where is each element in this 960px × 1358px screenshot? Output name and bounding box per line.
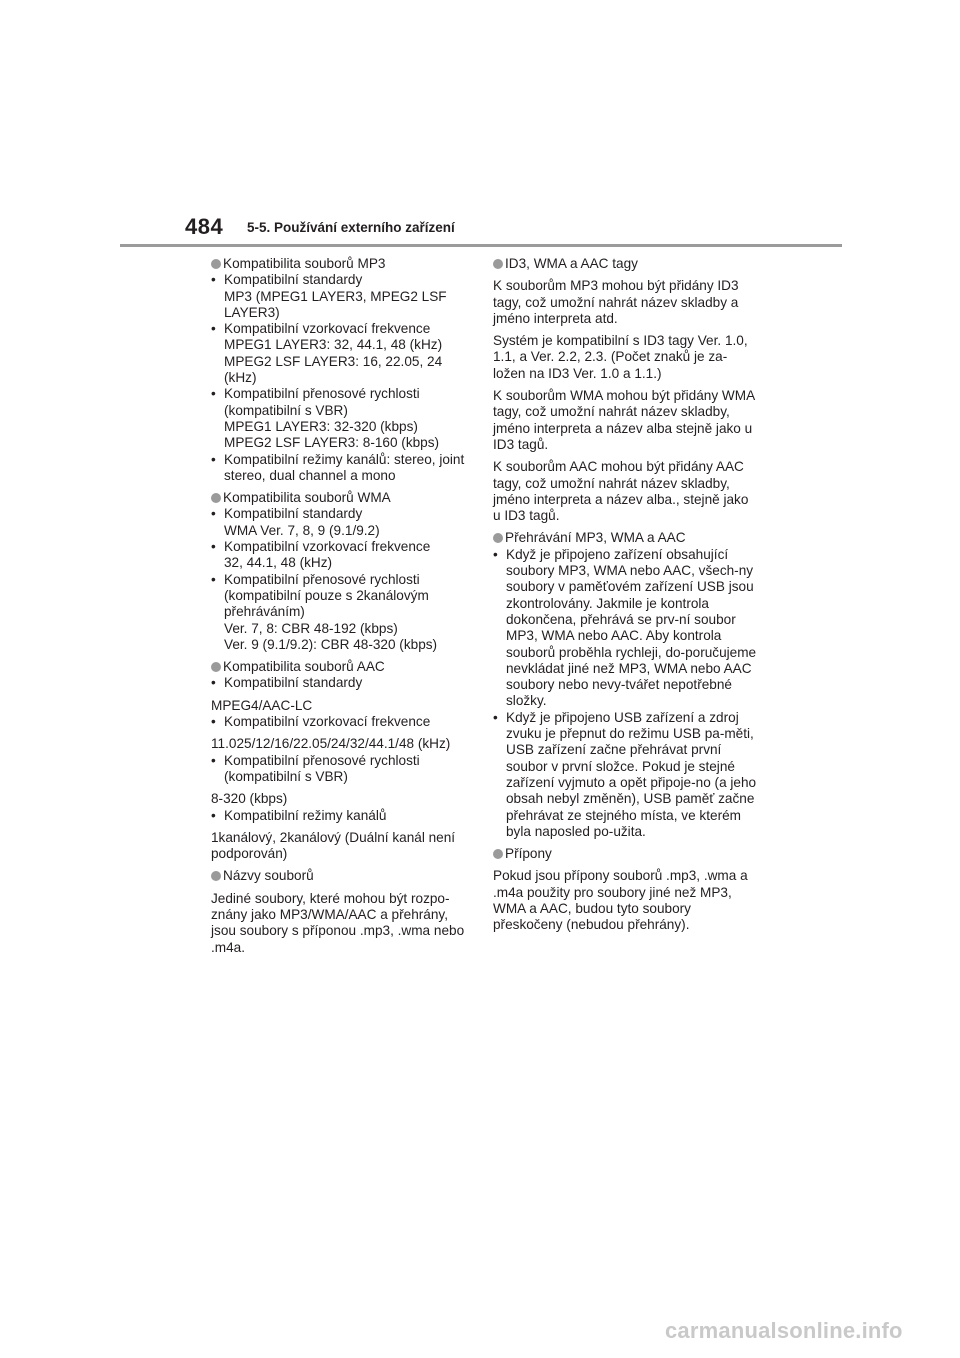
list-item: • Kompatibilní přenosové rychlosti (kompatibilní s VBR) MPEG1 LAYER3: 32-320 (kbps) MPEG2 LSF LAYER3: 8-160 (kbps) (211, 386, 440, 451)
circle-bullet-icon (211, 493, 221, 503)
list-item: • Kompatibilní standardy (211, 675, 363, 691)
circle-bullet-icon (493, 259, 503, 269)
aac-section (211, 659, 471, 862)
list-item: • Kompatibilní režimy kanálů: stereo, joint stereo, dual channel a mono (211, 451, 465, 483)
paragraph: K souborům AAC mohou být přidány AAC tagy, což umožní nahrát název skladby, jméno interpreta a název alba., stejně jako u ID3 tagů. (493, 459, 749, 524)
section-heading: Přípony (493, 846, 758, 862)
list-item: • Kompatibilní režimy kanálů (211, 807, 387, 823)
section-heading: Názvy souborů (211, 868, 471, 884)
list-item: • Když je připojeno zařízení obsahující soubory MP3, WMA nebo AAC, všech-ny soubory v paměťovém zařízení USB jsou zkontrolovány. Jakmile je kontrola dokončena, přehrává se prv-ní soubor MP3, WMA nebo AAC. Aby kontrola souborů proběhla rychleji, do-poručujeme nevkládat jiné než MP3, WMA nebo AAC soubory nebo nevy-tvářet nepotřebné složky. (493, 546, 757, 709)
page-number: 484 (185, 214, 224, 239)
header-divider (120, 244, 842, 247)
list-item: • Kompatibilní přenosové rychlosti (kompatibilní s VBR) (211, 752, 420, 784)
value-text: MPEG4/AAC-LC (211, 697, 313, 713)
paragraph: K souborům MP3 mohou být přidány ID3 tagy, což umožní nahrát název skladby a jméno interpreta atd. (493, 278, 739, 326)
left-column (211, 256, 471, 962)
extensions-section (493, 846, 758, 933)
list-item: • Kompatibilní vzorkovací frekvence MPEG1 LAYER3: 32, 44.1, 48 (kHz) MPEG2 LSF LAYER3: 16, 22.05, 24 (kHz) (211, 321, 443, 386)
list-item: • Kompatibilní vzorkovací frekvence (211, 714, 431, 730)
watermark: carmanualsonline.info (665, 1318, 903, 1343)
paragraph: Pokud jsou přípony souborů .mp3, .wma a .m4a použity pro soubory jiné než MP3, WMA a AAC, budou tyto soubory přeskočeny (nebudou přehrány). (493, 868, 748, 933)
paragraph: Systém je kompatibilní s ID3 tagy Ver. 1.0, 1.1, a Ver. 2.2, 2.3. (Počet znaků je za-ložen na ID3 Ver. 1.0 a 1.1.) (493, 333, 748, 381)
circle-bullet-icon (211, 259, 221, 269)
paragraph: Jediné soubory, které mohou být rozpo-znány jako MP3/WMA/AAC a přehrány, jsou soubory s příponou .mp3, .wma nebo .m4a. (211, 890, 465, 955)
circle-bullet-icon (211, 871, 221, 881)
section-heading: Přehrávání MP3, WMA a AAC (493, 530, 758, 546)
right-column (493, 256, 758, 940)
section-heading: Kompatibilita souborů AAC (211, 659, 471, 675)
list-item: • Kompatibilní standardy WMA Ver. 7, 8, 9 (9.1/9.2) (211, 506, 380, 538)
value-text: 8-320 (kbps) (211, 791, 288, 807)
section-heading: ID3, WMA a AAC tagy (493, 256, 758, 272)
value-text: 11.025/12/16/22.05/24/32/44.1/48 (kHz) (211, 736, 451, 752)
page-header (0, 0, 960, 250)
paragraph: K souborům WMA mohou být přidány WMA tagy, což umožní nahrát název skladby, jméno interpreta a název alba stejně jako u ID3 tagů. (493, 388, 755, 452)
section-heading: Kompatibilita souborů MP3 (211, 256, 471, 272)
list-item: • Kompatibilní standardy MP3 (MPEG1 LAYER3, MPEG2 LSF LAYER3) (211, 272, 447, 320)
circle-bullet-icon (493, 533, 503, 543)
circle-bullet-icon (493, 849, 503, 859)
section-heading: Kompatibilita souborů WMA (211, 490, 471, 506)
file-names-section (211, 868, 471, 955)
mp3-section (211, 256, 471, 484)
list-item: • Kompatibilní vzorkovací frekvence 32, 44.1, 48 (kHz) (211, 539, 431, 571)
value-text: 1kanálový, 2kanálový (Duální kanál není podporován) (211, 829, 456, 862)
list-item: • Když je připojeno USB zařízení a zdroj zvuku je přepnut do režimu USB pa-měti, USB zařízení začne přehrávat první soubor v první složce. Pokud je stejné zařízení vyjmuto a opět připoje-no (a jeho obsah nebyl změněn), USB paměť začne přehrávat ze stejného místa, ve kterém byla naposled po-užita. (493, 709, 757, 839)
list-item: • Kompatibilní přenosové rychlosti (kompatibilní pouze s 2kanálovým přehráváním) Ver. 7, 8: CBR 48-192 (kbps) Ver. 9 (9.1/9.2): CBR 48-320 (kbps) (211, 571, 438, 652)
circle-bullet-icon (211, 662, 221, 672)
section-title: 5-5. Používání externího zařízení (247, 220, 455, 235)
wma-section (211, 490, 471, 653)
playback-section (493, 530, 758, 840)
tags-section (493, 256, 758, 524)
